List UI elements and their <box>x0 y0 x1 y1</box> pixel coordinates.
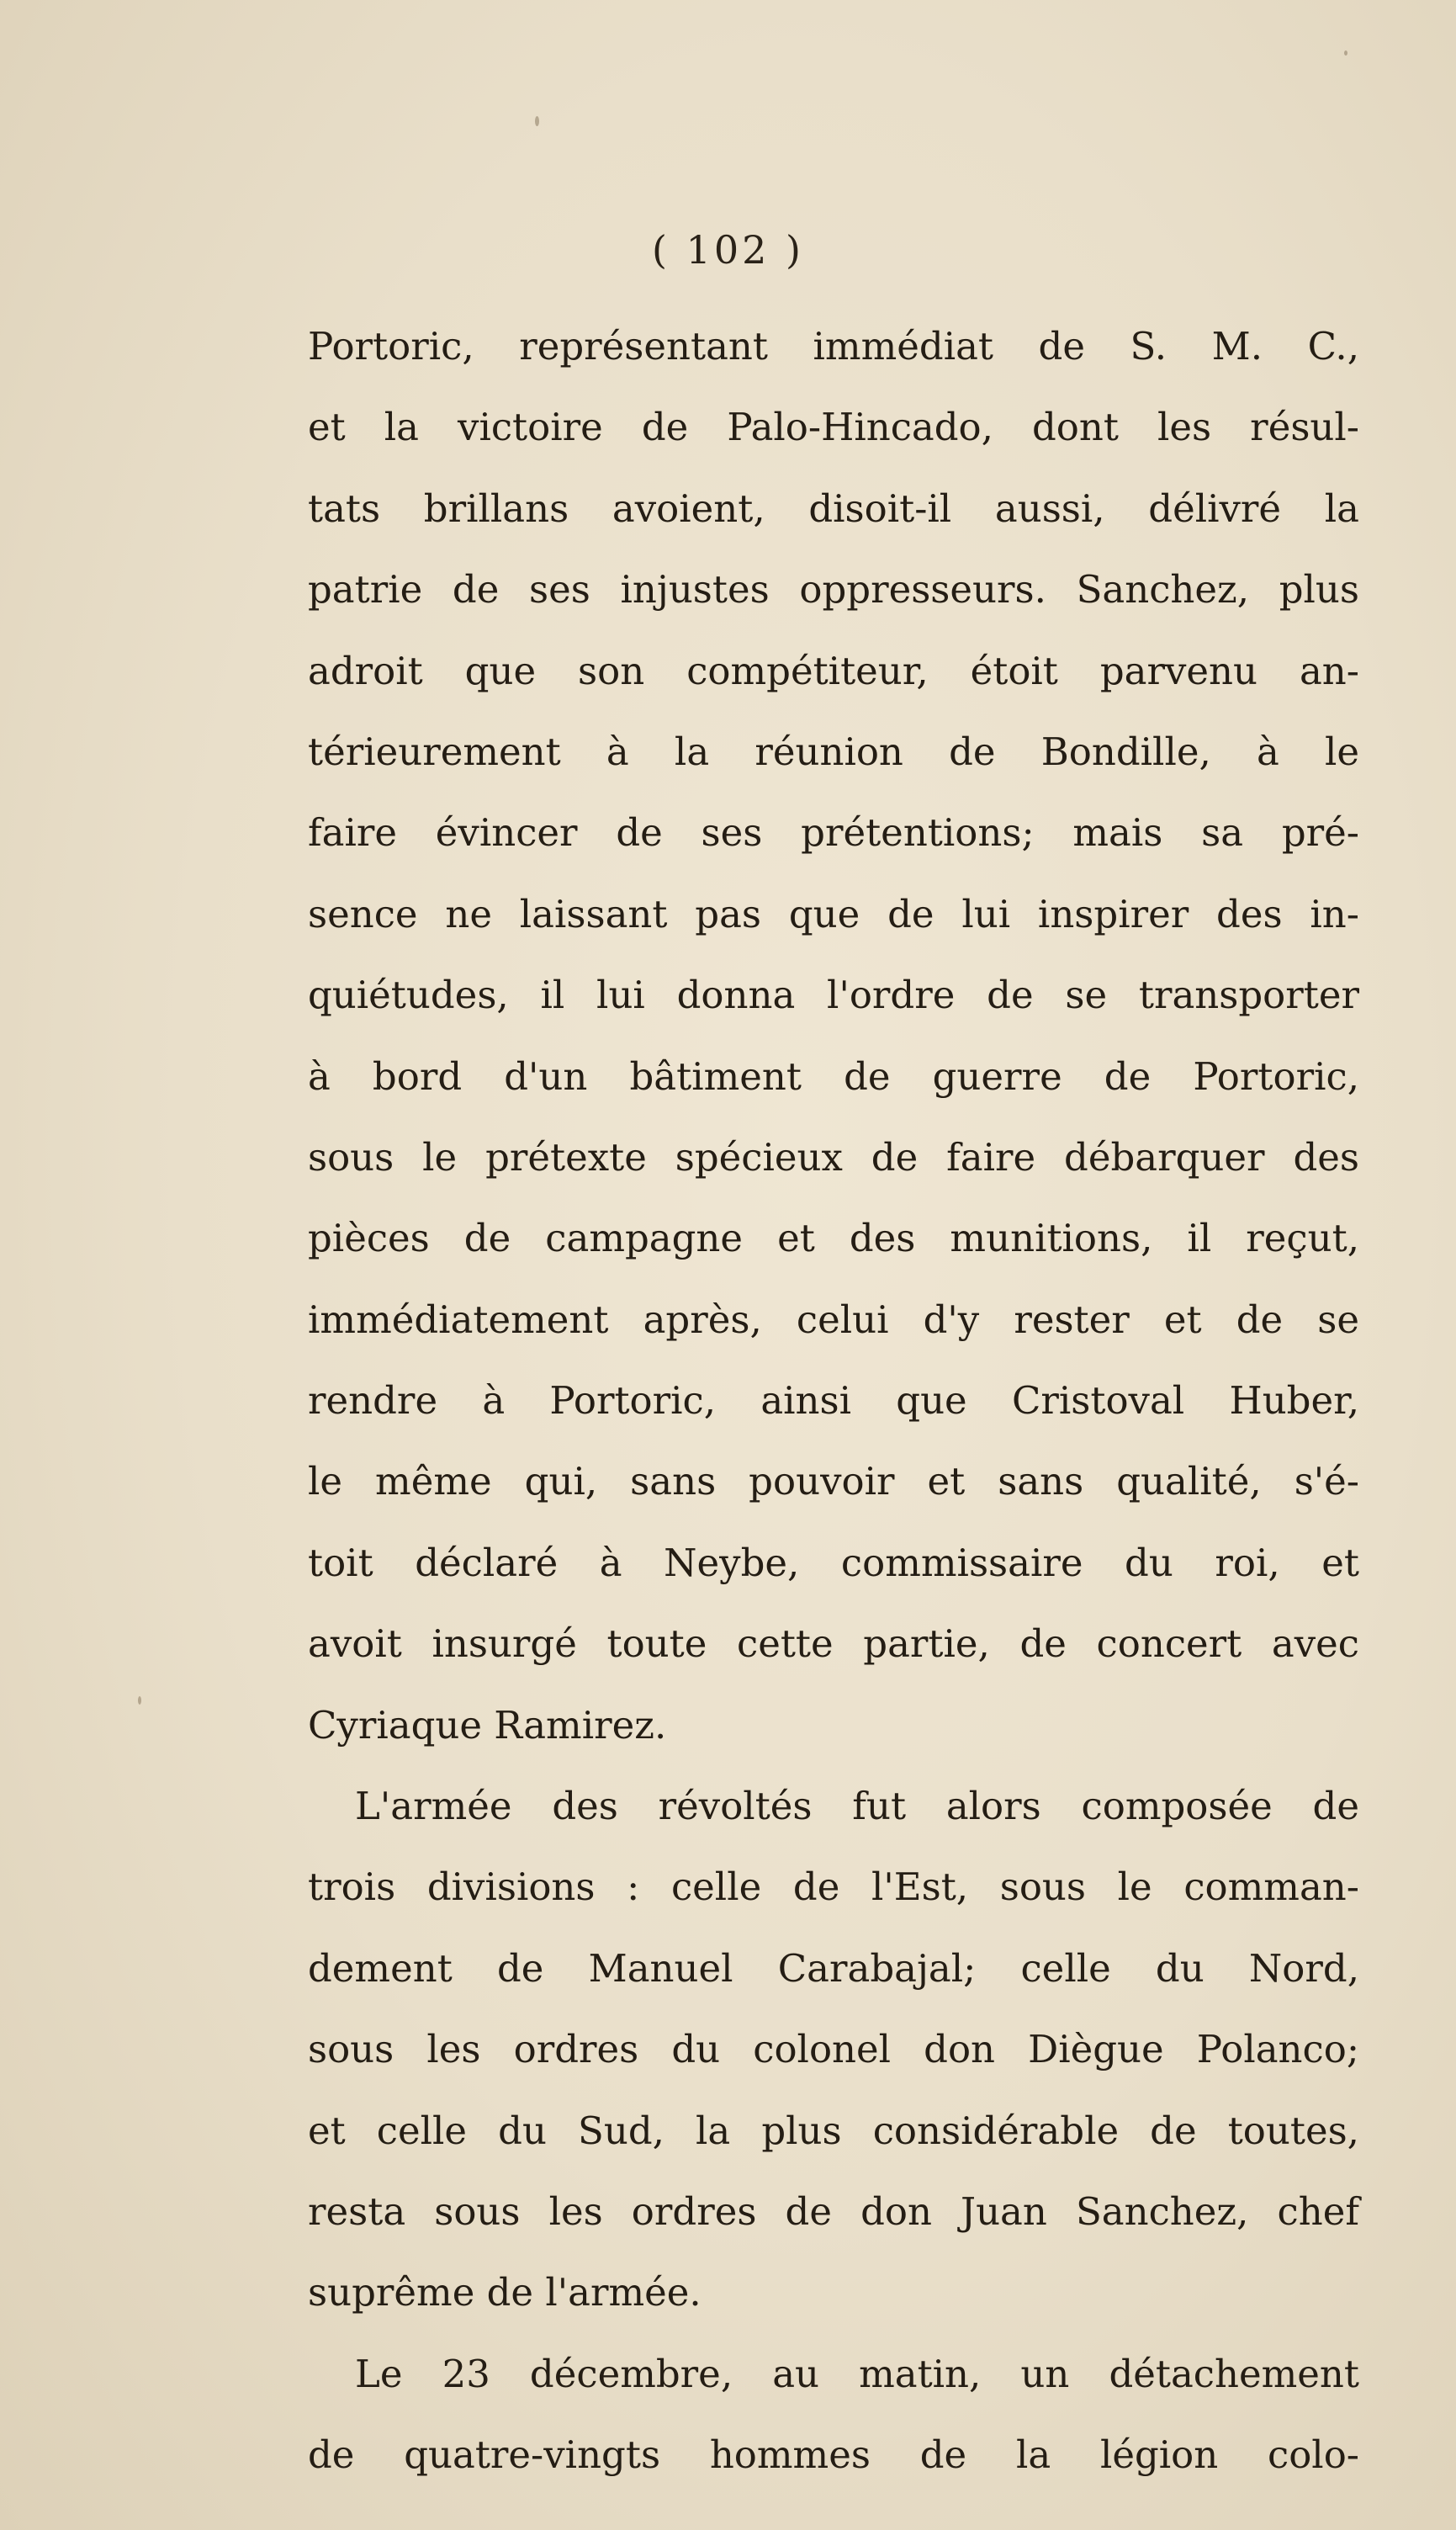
text-line: pièces de campagne et des munitions, il reçut, <box>308 1216 1359 1261</box>
text-line: trois divisions : celle de l'Est, sous le comman- <box>308 1864 1359 1910</box>
text-line: immédiatement après, celui d'y rester et de se <box>308 1297 1359 1342</box>
text-line: toit déclaré à Neybe, commissaire du roi, et <box>308 1540 1359 1585</box>
text-line: rendre à Portoric, ainsi que Cristoval Huber, <box>308 1378 1359 1424</box>
text-line: quiétudes, il lui donna l'ordre de se transporter <box>308 973 1359 1018</box>
paper-speck <box>1344 50 1347 56</box>
text-line: à bord d'un bâtiment de guerre de Portoric, <box>308 1053 1359 1099</box>
text-line: de quatre-vingts hommes de la légion colo- <box>308 2432 1359 2478</box>
text-line: resta sous les ordres de don Juan Sanchez, chef <box>308 2188 1359 2234</box>
page-number: ( 102 ) <box>652 227 804 273</box>
text-line: et celle du Sud, la plus considérable de toutes, <box>308 2108 1359 2153</box>
paragraph-start-line: Le 23 décembre, au matin, un détachement <box>355 2351 1359 2396</box>
text-line: faire évincer de ses prétentions; mais sa pré- <box>308 810 1359 856</box>
text-line: dement de Manuel Carabajal; celle du Nord, <box>308 1945 1359 1991</box>
paragraph-end-line: suprême de l'armée. <box>308 2270 702 2315</box>
text-line: sous les ordres du colonel don Diègue Polanco; <box>308 2027 1359 2072</box>
text-line: avoit insurgé toute cette partie, de concert avec <box>308 1621 1359 1667</box>
text-line: térieurement à la réunion de Bondille, à le <box>308 729 1359 774</box>
text-line: adroit que son compétiteur, étoit parvenu an- <box>308 648 1359 693</box>
body-text <box>308 306 1359 2496</box>
text-line: et la victoire de Palo-Hincado, dont les résul- <box>308 405 1359 450</box>
text-line: sence ne laissant pas que de lui inspirer des in- <box>308 891 1359 936</box>
paragraph-end-line: Cyriaque Ramirez. <box>308 1702 667 1748</box>
paper-speck <box>138 1696 141 1705</box>
text-line: patrie de ses injustes oppresseurs. Sanchez, plus <box>308 567 1359 613</box>
text-line: sous le prétexte spécieux de faire débarquer des <box>308 1134 1359 1180</box>
paper-speck <box>535 116 539 126</box>
text-line: tats brillans avoient, disoit-il aussi, délivré la <box>308 485 1359 531</box>
paragraph-start-line: L'armée des révoltés fut alors composée de <box>355 1784 1359 1829</box>
text-line: Portoric, représentant immédiat de S. M. C., <box>308 324 1359 369</box>
text-line: le même qui, sans pouvoir et sans qualité, s'é- <box>308 1459 1359 1504</box>
